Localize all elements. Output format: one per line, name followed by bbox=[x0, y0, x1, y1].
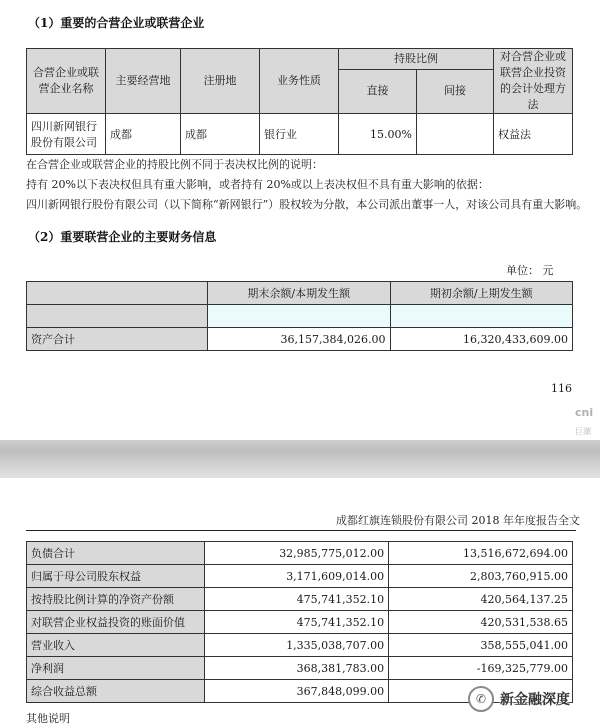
row-label: 资产合计 bbox=[27, 328, 208, 351]
row-label: 归属于母公司股东权益 bbox=[27, 565, 205, 588]
cell-current: 32,985,775,012.00 bbox=[205, 542, 389, 565]
cell-current: 368,381,783.00 bbox=[205, 657, 389, 680]
table-row bbox=[27, 114, 573, 155]
cell-current: 3,171,609,014.00 bbox=[205, 565, 389, 588]
table-row bbox=[27, 328, 573, 351]
cell-indirect bbox=[416, 114, 493, 155]
cell-reg-place: 成都 bbox=[181, 114, 260, 155]
table-row bbox=[27, 657, 573, 680]
section-title-financial-info: （2）重要联营企业的主要财务信息 bbox=[28, 230, 217, 244]
col-header-direct: 直接 bbox=[338, 69, 416, 113]
cell-current: 36,157,384,026.00 bbox=[208, 328, 391, 351]
cell-previous: 420,564,137.25 bbox=[389, 588, 573, 611]
col-header-previous: 期初余额/上期发生额 bbox=[390, 282, 573, 305]
unit-label: 单位： 元 bbox=[506, 264, 554, 277]
table-row bbox=[27, 611, 573, 634]
wechat-icon: ✆ bbox=[468, 686, 494, 712]
page-number: 116 bbox=[551, 382, 572, 395]
col-header-current: 期末余额/本期发生额 bbox=[208, 282, 391, 305]
page-divider bbox=[0, 440, 600, 478]
watermark bbox=[468, 686, 570, 712]
table-row bbox=[27, 634, 573, 657]
associates-table bbox=[26, 48, 573, 155]
note-significant-influence: 持有 20%以下表决权但具有重大影响，或者持有 20%或以上表决权但不具有重大影响的依据： bbox=[26, 178, 489, 191]
col-header-blank bbox=[27, 282, 208, 305]
cell-previous: 16,320,433,609.00 bbox=[390, 328, 573, 351]
cell-current: 475,741,352.10 bbox=[205, 588, 389, 611]
other-note: 其他说明 bbox=[26, 712, 70, 725]
cell-direct: 15.00% bbox=[338, 114, 416, 155]
cell-main-place: 成都 bbox=[105, 114, 180, 155]
financial-info-table bbox=[26, 281, 573, 351]
cell-name: 四川新网银行股份有限公司 bbox=[27, 114, 106, 155]
cell-previous: -169,325,779.00 bbox=[389, 657, 573, 680]
col-header-name: 合营企业或联营企业名称 bbox=[27, 49, 106, 114]
table-row bbox=[27, 305, 573, 328]
col-header-holding: 持股比例 bbox=[338, 49, 493, 70]
row-label: 营业收入 bbox=[27, 634, 205, 657]
col-header-indirect: 间接 bbox=[416, 69, 493, 113]
cninfo-logo: cni bbox=[575, 406, 594, 419]
col-header-main-place: 主要经营地 bbox=[105, 49, 180, 114]
cell-current: 367,848,099.00 bbox=[205, 680, 389, 703]
row-label: 负债合计 bbox=[27, 542, 205, 565]
cell-accounting: 权益法 bbox=[494, 114, 573, 155]
table-row bbox=[27, 565, 573, 588]
row-label: 综合收益总额 bbox=[27, 680, 205, 703]
section-title-jv-associates: （1）重要的合营企业或联营企业 bbox=[28, 16, 205, 30]
row-label: 对联营企业权益投资的账面价值 bbox=[27, 611, 205, 634]
note-voting-ratio: 在合营企业或联营企业的持股比例不同于表决权比例的说明： bbox=[26, 158, 323, 171]
note-xinwang-bank: 四川新网银行股份有限公司（以下简称“新网银行”）股权较为分散，本公司派出董事一人，对该公司具有重大影响。 bbox=[26, 198, 588, 211]
header-rule bbox=[26, 530, 576, 531]
report-header: 成都红旗连锁股份有限公司 2018 年年度报告全文 bbox=[336, 514, 580, 527]
cell-previous: 13,516,672,694.00 bbox=[389, 542, 573, 565]
financial-info-table-continued bbox=[26, 541, 573, 703]
col-header-accounting: 对合营企业或联营企业投资的会计处理方法 bbox=[494, 49, 573, 114]
table-row bbox=[27, 542, 573, 565]
cell-current: 475,741,352.10 bbox=[205, 611, 389, 634]
cell-previous: 420,531,538.65 bbox=[389, 611, 573, 634]
cell-business: 银行业 bbox=[259, 114, 338, 155]
cell-current: 1,335,038,707.00 bbox=[205, 634, 389, 657]
row-label: 按持股比例计算的净资产份额 bbox=[27, 588, 205, 611]
cell-previous: 358,555,041.00 bbox=[389, 634, 573, 657]
cninfo-logo-sub: 巨潮 bbox=[575, 427, 591, 436]
cell-previous: 2,803,760,915.00 bbox=[389, 565, 573, 588]
col-header-business: 业务性质 bbox=[259, 49, 338, 114]
col-header-reg-place: 注册地 bbox=[181, 49, 260, 114]
table-row bbox=[27, 588, 573, 611]
watermark-text: 新金融深度 bbox=[500, 692, 570, 708]
row-label: 净利润 bbox=[27, 657, 205, 680]
